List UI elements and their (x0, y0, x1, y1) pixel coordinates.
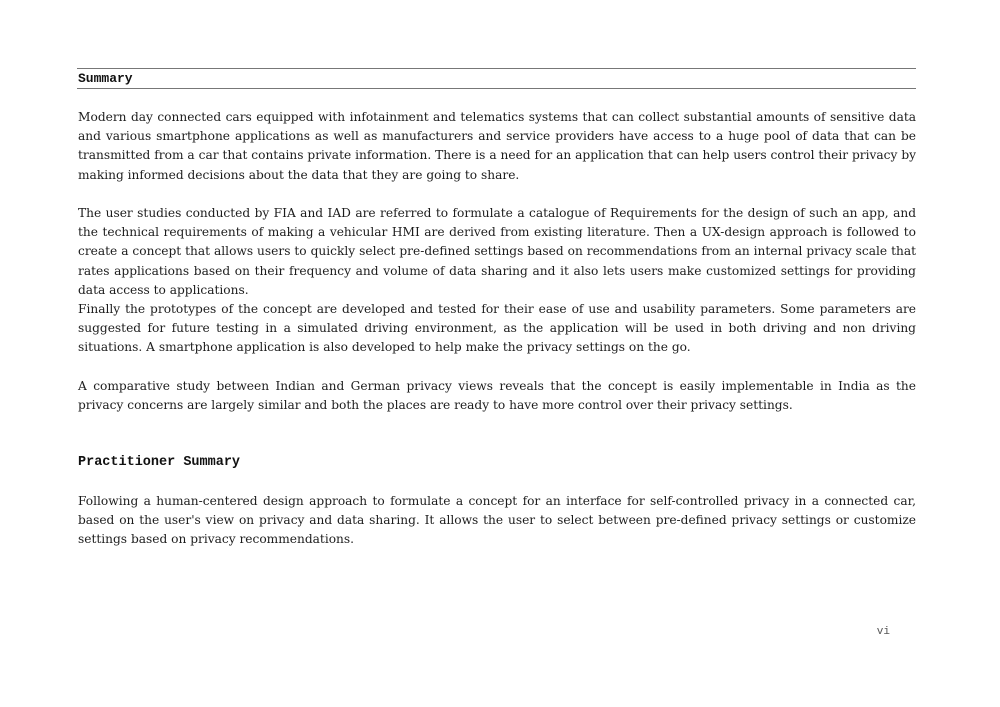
summary-heading: Summary (78, 71, 133, 86)
summary-paragraph: The user studies conducted by FIA and IAD are referred to formulate a catalogue of Requirements for the design of such an app, and the technical requirements of making a vehicular HMI are derived from existing literature. Then a UX-design approach is followed to create a concept that allows users to quickly select pre-defined settings based on recommendations from an internal privacy scale that rates applications based on their frequency and volume of data sharing and it also lets users make customized settings for providing data access to applications. (78, 206, 916, 297)
summary-paragraph: Modern day connected cars equipped with infotainment and telematics systems that can collect substantial amounts of sensitive data and various smartphone applications as well as manufacturers and service providers have access to a huge pool of data that can be transmitted from a car that contains private information. There is a need for an application that can help users control their privacy by making informed decisions about the data that they are going to share. (78, 110, 916, 182)
summary-top-rule (77, 68, 916, 69)
summary-paragraph: Finally the prototypes of the concept are developed and tested for their ease of use and usability parameters. Some parameters are suggested for future testing in a simulated driving environment, as the application will be used in both driving and non driving situations. A smartphone application is also developed to help make the privacy settings on the go. (78, 302, 916, 355)
page-number: vi (876, 626, 890, 638)
summary-bottom-rule (77, 88, 916, 89)
summary-paragraph: A comparative study between Indian and German privacy views reveals that the concept is easily implementable in India as the privacy concerns are largely similar and both the places are ready to have more control over their privacy settings. (78, 379, 916, 413)
practitioner-summary-paragraph: Following a human-centered design approach to formulate a concept for an interface for self-controlled privacy in a connected car, based on the user's view on privacy and data sharing. It allows the user to select between pre-defined privacy settings or customize settings based on privacy recommendations. (78, 494, 916, 547)
practitioner-summary-heading: Practitioner Summary (78, 455, 241, 470)
